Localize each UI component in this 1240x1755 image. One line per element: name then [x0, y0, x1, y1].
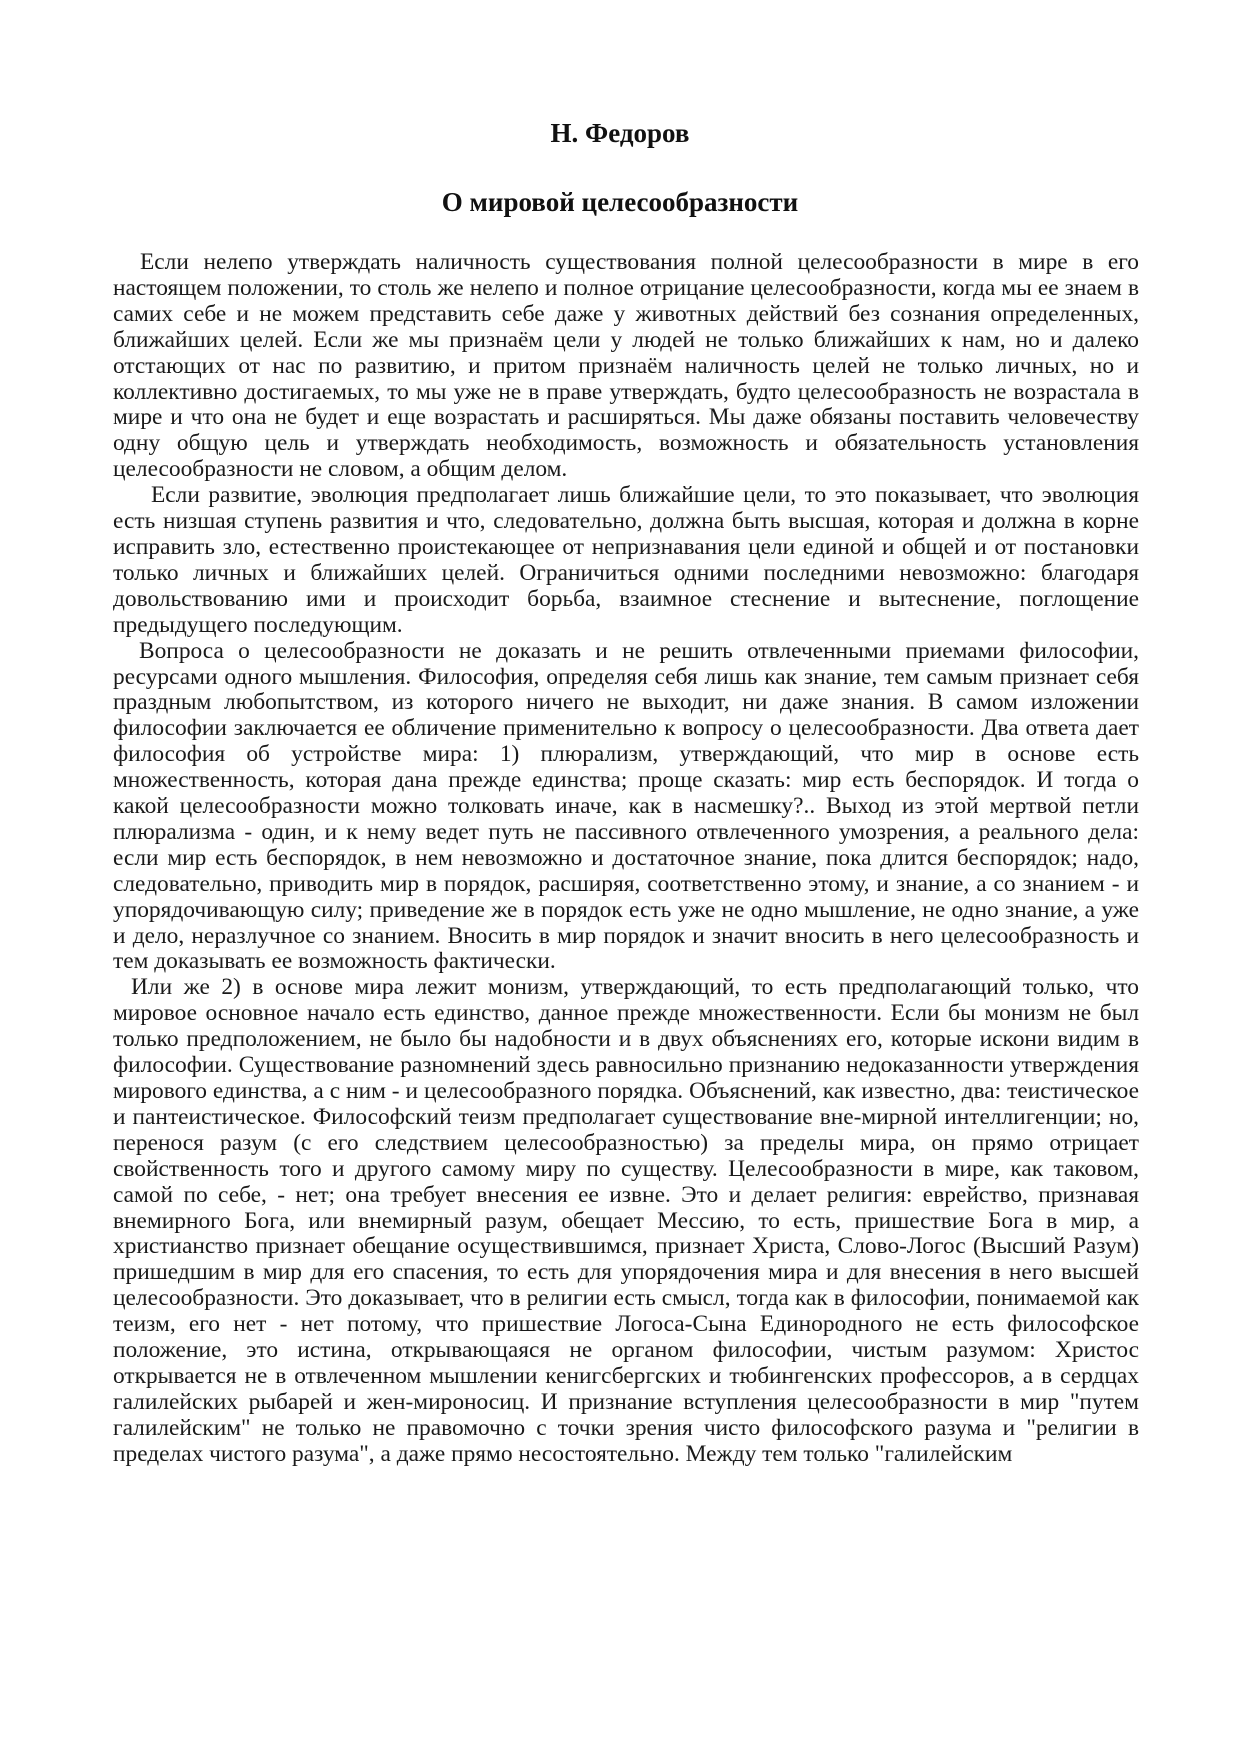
article-body: [113, 250, 1139, 1468]
paragraph-3: Вопроса о целесообразности не доказать и не решить отвлеченными приемами философии, ресурсами одного мышления. Философия, определяя себя лишь как знание, тем самым признает себя праздным любопытством, из которого ничего не выходит, ни даже знания. В самом изложении философии заключается ее обличение применительно к вопросу о целесообразности. Два ответа дает философия об устройстве мира: 1) плюрализм, утверждающий, что мир в основе есть множественность, которая дана прежде единства; проще сказать: мир есть беспорядок. И тогда о какой целесообразности можно толковать иначе, как в насмешку?.. Выход из этой мертвой петли плюрализма - один, и к нему ведет путь не пассивного отвлеченного умозрения, а реального дела: если мир есть беспорядок, в нем невозможно и достаточное знание, пока длится беспорядок; надо, следовательно, приводить мир в порядок, расширяя, соответственно этому, и знание, а со знанием - и упорядочивающую силу; приведение же в порядок есть уже не одно мышление, не одно знание, а уже и дело, неразлучное со знанием. Вносить в мир порядок и значит вносить в него целесообразность и тем доказывать ее возможность фактически.: [113, 637, 1139, 975]
paragraph-4: Или же 2) в основе мира лежит монизм, утверждающий, то есть предполагающий только, что мировое основное начало есть единство, данное прежде множественности. Если бы монизм не был только предположением, не было бы надобности и в двух объяснениях его, которые искони видим в философии. Существование разномнений здесь равносильно признанию недоказанности утверждения мирового единства, а с ним - и целесообразного порядка. Объяснений, как известно, два: теистическое и пантеистическое. Философский теизм предполагает существование вне-мирной интеллигенции; но, перенося разум (с его следствием целесообразностью) за пределы мира, он прямо отрицает свойственность того и другого самому миру по существу. Целесообразности в мире, как таковом, самой по себе, - нет; она требует внесения ее извне. Это и делает религия: еврейство, признавая внемирного Бога, или внемирный разум, обещает Мессию, то есть, пришествие Бога в мир, а христианство признает обещание осуществившимся, признает Христа, Слово-Логос (Высший Разум) пришедшим в мир для его спасения, то есть для упорядочения мира и для внесения в него высшей целесообразности. Это доказывает, что в религии есть смысл, тогда как в философии, понимаемой как теизм, его нет - нет потому, что пришествие Логоса-Сына Единородного не есть философское положение, это истина, открывающаяся не органом философии, чистым разумом: Христос открывается не в отвлеченном мышлении кенигсбергских и тюбингенских профессоров, а в сердцах галилейских рыбарей и жен-мироносиц. И признание вступления целесообразности в мир "путем галилейским" не только не правомочно с точки зрения чисто философского разума и "религии в пределах чистого разума", а даже прямо несостоятельно. Между тем только "галилейским: [113, 974, 1139, 1467]
paragraph-1: Если нелепо утверждать наличность существования полной целесообразности в мире в его настоящем положении, то столь же нелепо и полное отрицание целесообразности, когда мы ее знаем в самих себе и не можем представить себе даже у животных действий без сознания определенных, ближайших целей. Если же мы признаём цели у людей не только ближайших к нам, но и далеко отстающих от нас по развитию, и притом признаём наличность целей не только личных, но и коллективно достигаемых, то мы уже не в праве утверждать, будто целесообразность не возрастала в мире и что она не будет и еще возрастать и расширяться. Мы даже обязаны поставить человечеству одну общую цель и утверждать необходимость, возможность и обязательность установления целесообразности не словом, а общим делом.: [113, 249, 1139, 483]
author-heading: Н. Федоров: [550, 118, 690, 148]
article-title: О мировой целесообразности: [441, 187, 799, 217]
paragraph-2: Если развитие, эволюция предполагает лишь ближайшие цели, то это показывает, что эволюция есть низшая ступень развития и что, следовательно, должна быть высшая, которая и должна в корне исправить зло, естественно проистекающее от непризнавания цели единой и общей и от постановки только личных и ближайших целей. Ограничиться одними последними невозможно: благодаря довольствованию ими и происходит борьба, взаимное стеснение и вытеснение, поглощение предыдущего последующим.: [113, 482, 1139, 638]
